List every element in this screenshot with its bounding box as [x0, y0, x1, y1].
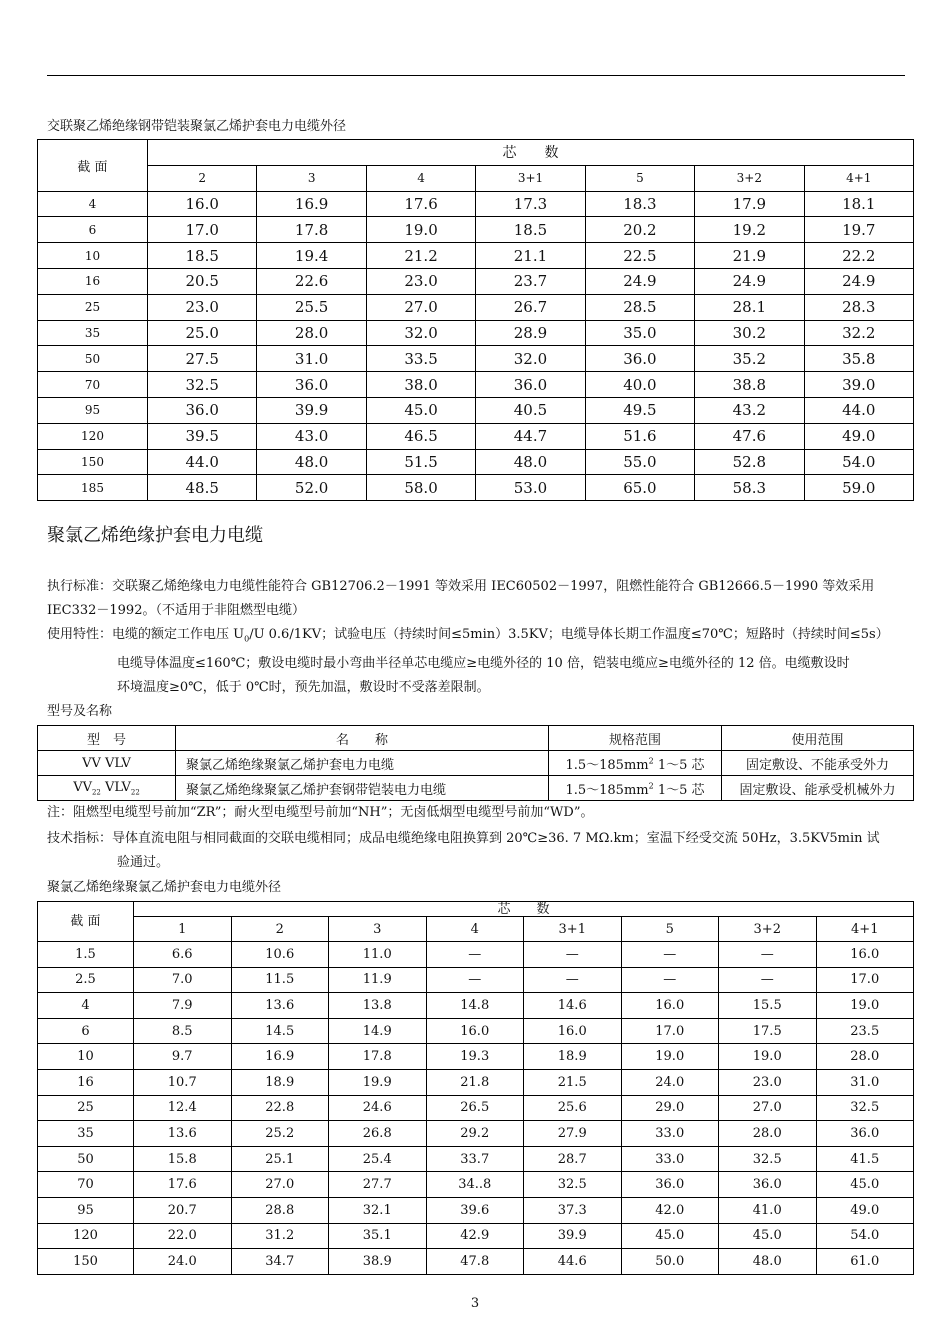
- table1-value-cell: 28.0: [257, 320, 366, 346]
- table3-value-cell: 26.5: [426, 1095, 524, 1121]
- table-row: [38, 1172, 914, 1198]
- usage-line-2: 电缆导体温度≤160℃；敷设电缆时最小弯曲半径单芯电缆应≥电缆外径的 10 倍，铠装电缆应≥电缆外径的 12 倍。电缆敷设时: [117, 655, 850, 671]
- table1-value-cell: 22.6: [257, 268, 366, 294]
- table1-value-cell: 19.0: [366, 217, 475, 243]
- table1-value-cell: 18.5: [148, 243, 257, 269]
- table1-value-cell: 53.0: [476, 475, 585, 501]
- table3-value-cell: 19.0: [621, 1044, 719, 1070]
- table2-models: [37, 725, 914, 801]
- table2-header-use: 使用范围: [722, 726, 914, 751]
- table1-value-cell: 28.9: [476, 320, 585, 346]
- table-row: [38, 268, 914, 294]
- table3-core-header: 3: [329, 917, 427, 942]
- table3-cores-header: 芯 数: [134, 902, 914, 917]
- table2-model-cell: VV VLV: [38, 751, 176, 776]
- table1-core-header: 4: [366, 165, 475, 191]
- table3-value-cell: 47.8: [426, 1249, 524, 1275]
- table3-section-cell: 16: [38, 1069, 134, 1095]
- table1-value-cell: 19.2: [695, 217, 804, 243]
- table3-value-cell: 25.1: [231, 1146, 329, 1172]
- table1-value-cell: 19.7: [804, 217, 913, 243]
- table1-value-cell: 65.0: [585, 475, 694, 501]
- usage-line-3: 环境温度≥0℃，低于 0℃时，预先加温，敷设时不受落差限制。: [117, 679, 490, 695]
- table2-header-row: [38, 726, 914, 751]
- table3-value-cell: 44.6: [524, 1249, 622, 1275]
- table1-section-cell: 95: [38, 397, 148, 423]
- table3-value-cell: 61.0: [816, 1249, 914, 1275]
- table3-value-cell: 33.7: [426, 1146, 524, 1172]
- table1-value-cell: 43.0: [257, 423, 366, 449]
- table3-section-cell: 35: [38, 1121, 134, 1147]
- table2-header-spec: 规格范围: [549, 726, 722, 751]
- table3-value-cell: 24.6: [329, 1095, 427, 1121]
- table3-section-header: 截 面: [38, 902, 134, 942]
- table1-value-cell: 43.2: [695, 397, 804, 423]
- table3-value-cell: 29.0: [621, 1095, 719, 1121]
- table1-value-cell: 39.9: [257, 397, 366, 423]
- table-row: [38, 967, 914, 993]
- table3-value-cell: 29.2: [426, 1121, 524, 1147]
- table2-spec-cell: $1.5\sim 185mm^2$ 1～5 芯: [549, 776, 722, 801]
- table3-section-cell: 6: [38, 1018, 134, 1044]
- table1-value-cell: 39.5: [148, 423, 257, 449]
- table1-value-cell: 21.2: [366, 243, 475, 269]
- table-row: [38, 372, 914, 398]
- table1-value-cell: 36.0: [476, 372, 585, 398]
- table1-value-cell: 18.5: [476, 217, 585, 243]
- note-paragraph: 注：阻燃型电缆型号前加“ZR”；耐火型电缆型号前加“NH”；无卤低烟型电缆型号前加“WD”。: [47, 805, 594, 820]
- table1-value-cell: 40.0: [585, 372, 694, 398]
- table3-value-cell: 19.0: [719, 1044, 817, 1070]
- table3-value-cell: 32.5: [816, 1095, 914, 1121]
- table1-value-cell: 21.9: [695, 243, 804, 269]
- table1-value-cell: 55.0: [585, 449, 694, 475]
- table3-value-cell: —: [719, 967, 817, 993]
- table-row: [38, 294, 914, 320]
- table3-value-cell: 45.0: [719, 1223, 817, 1249]
- table3-value-cell: 39.9: [524, 1223, 622, 1249]
- table3-value-cell: 39.6: [426, 1197, 524, 1223]
- table2-header-name: 名 称: [176, 726, 549, 751]
- table3-value-cell: 7.9: [134, 993, 232, 1019]
- table1-section-cell: 4: [38, 191, 148, 217]
- table3-value-cell: 32.5: [524, 1172, 622, 1198]
- table1-value-cell: 18.1: [804, 191, 913, 217]
- table2-use-cell: 固定敷设、不能承受外力: [722, 751, 914, 776]
- table3-value-cell: 14.6: [524, 993, 622, 1019]
- table1-outer-diameter-xlpe-armored: [37, 139, 914, 501]
- table3-value-cell: 48.0: [719, 1249, 817, 1275]
- table3-value-cell: 45.0: [621, 1223, 719, 1249]
- table-row: [38, 1044, 914, 1070]
- table1-value-cell: 49.5: [585, 397, 694, 423]
- table3-section-cell: 25: [38, 1095, 134, 1121]
- table1-value-cell: 38.8: [695, 372, 804, 398]
- table3-value-cell: 24.0: [134, 1249, 232, 1275]
- table1-value-cell: 16.9: [257, 191, 366, 217]
- table-row: [38, 320, 914, 346]
- table3-value-cell: —: [524, 942, 622, 968]
- table1-value-cell: 51.5: [366, 449, 475, 475]
- table3-value-cell: 49.0: [816, 1197, 914, 1223]
- table1-value-cell: 32.5: [148, 372, 257, 398]
- table1-core-header: 4+1: [804, 165, 913, 191]
- table3-caption: 聚氯乙烯绝缘聚氯乙烯护套电力电缆外径: [47, 880, 282, 895]
- table1-section-cell: 120: [38, 423, 148, 449]
- table1-core-header: 3+1: [476, 165, 585, 191]
- table-row: [38, 243, 914, 269]
- table3-value-cell: 34..8: [426, 1172, 524, 1198]
- table1-header-row-2: [38, 165, 914, 191]
- table3-core-header: 5: [621, 917, 719, 942]
- table2-model-cell: $VV_{22}$ $VLV_{22}$: [38, 776, 176, 801]
- table-row: [38, 1197, 914, 1223]
- table3-value-cell: 27.0: [719, 1095, 817, 1121]
- table3-value-cell: 37.3: [524, 1197, 622, 1223]
- table2-name-cell: 聚氯乙烯绝缘聚氯乙烯护套钢带铠装电力电缆: [176, 776, 549, 801]
- table-row: [38, 993, 914, 1019]
- table3-value-cell: 27.9: [524, 1121, 622, 1147]
- table3-value-cell: —: [621, 967, 719, 993]
- table3-value-cell: 17.6: [134, 1172, 232, 1198]
- table1-section-cell: 35: [38, 320, 148, 346]
- table1-value-cell: 36.0: [585, 346, 694, 372]
- table3-value-cell: 24.0: [621, 1069, 719, 1095]
- table3-value-cell: —: [524, 967, 622, 993]
- table3-value-cell: 23.0: [719, 1069, 817, 1095]
- table1-value-cell: 52.8: [695, 449, 804, 475]
- standard-line-2: IEC332－1992。（不适用于非阻燃型电缆）: [47, 603, 305, 618]
- table1-value-cell: 23.0: [366, 268, 475, 294]
- table1-value-cell: 24.9: [585, 268, 694, 294]
- page-number: 3: [470, 1296, 480, 1311]
- table3-value-cell: 16.0: [816, 942, 914, 968]
- table1-core-header: 5: [585, 165, 694, 191]
- table3-value-cell: 15.8: [134, 1146, 232, 1172]
- table3-core-header: 3+1: [524, 917, 622, 942]
- table3-value-cell: 41.0: [719, 1197, 817, 1223]
- table3-value-cell: 7.0: [134, 967, 232, 993]
- table3-value-cell: 11.9: [329, 967, 427, 993]
- table3-value-cell: 33.0: [621, 1146, 719, 1172]
- table3-value-cell: 31.0: [816, 1069, 914, 1095]
- table1-core-header: 2: [148, 165, 257, 191]
- table1-value-cell: 36.0: [257, 372, 366, 398]
- table3-core-header: 4: [426, 917, 524, 942]
- table-row: [38, 1095, 914, 1121]
- table1-value-cell: 45.0: [366, 397, 475, 423]
- table3-value-cell: 38.9: [329, 1249, 427, 1275]
- table-row: [38, 1146, 914, 1172]
- table1-value-cell: 16.0: [148, 191, 257, 217]
- table3-section-cell: 120: [38, 1223, 134, 1249]
- table3-value-cell: 16.0: [524, 1018, 622, 1044]
- table1-value-cell: 33.5: [366, 346, 475, 372]
- table-row: [38, 397, 914, 423]
- table3-value-cell: 45.0: [816, 1172, 914, 1198]
- table1-value-cell: 35.8: [804, 346, 913, 372]
- table1-value-cell: 47.6: [695, 423, 804, 449]
- table3-value-cell: 11.0: [329, 942, 427, 968]
- table3-outer-diameter-pvc: [37, 901, 914, 1275]
- table-row: [38, 1069, 914, 1095]
- table-row: [38, 1121, 914, 1147]
- table1-section-cell: 70: [38, 372, 148, 398]
- table3-value-cell: 25.6: [524, 1095, 622, 1121]
- table3-value-cell: 10.6: [231, 942, 329, 968]
- table-row: [38, 1018, 914, 1044]
- table1-value-cell: 21.1: [476, 243, 585, 269]
- table1-value-cell: 58.3: [695, 475, 804, 501]
- model-caption: 型号及名称: [47, 704, 113, 719]
- table3-value-cell: 28.0: [816, 1044, 914, 1070]
- table1-value-cell: 36.0: [148, 397, 257, 423]
- table3-value-cell: 25.2: [231, 1121, 329, 1147]
- table1-value-cell: 20.2: [585, 217, 694, 243]
- table1-value-cell: 17.9: [695, 191, 804, 217]
- table3-value-cell: —: [426, 967, 524, 993]
- table3-value-cell: 22.8: [231, 1095, 329, 1121]
- table1-value-cell: 20.5: [148, 268, 257, 294]
- table3-value-cell: 20.7: [134, 1197, 232, 1223]
- usage-line-1: 使用特性：电缆的额定工作电压 $U_0/U$ 0.6/1KV；试验电压（持续时间≤5min）3.5KV；电缆导体长期工作温度≤70℃；短路时（持续时间≤5s）: [47, 627, 889, 644]
- table3-value-cell: 16.0: [621, 993, 719, 1019]
- table1-value-cell: 24.9: [695, 268, 804, 294]
- table3-value-cell: 21.8: [426, 1069, 524, 1095]
- table1-value-cell: 28.1: [695, 294, 804, 320]
- table2-header-model: 型 号: [38, 726, 176, 751]
- table3-value-cell: 15.5: [719, 993, 817, 1019]
- table-row: [38, 751, 914, 776]
- table3-value-cell: 17.5: [719, 1018, 817, 1044]
- table1-core-header: 3+2: [695, 165, 804, 191]
- table1-value-cell: 35.0: [585, 320, 694, 346]
- table1-value-cell: 17.0: [148, 217, 257, 243]
- table1-value-cell: 40.5: [476, 397, 585, 423]
- table1-value-cell: 44.0: [804, 397, 913, 423]
- table-row: [38, 475, 914, 501]
- table3-core-header: 3+2: [719, 917, 817, 942]
- table3-value-cell: 10.7: [134, 1069, 232, 1095]
- tech-line-2: 验通过。: [117, 855, 170, 870]
- table3-section-cell: 10: [38, 1044, 134, 1070]
- table1-value-cell: 19.4: [257, 243, 366, 269]
- table2-spec-cell: $1.5\sim 185mm^2$ 1～5 芯: [549, 751, 722, 776]
- table1-section-cell: 16: [38, 268, 148, 294]
- table1-value-cell: 54.0: [804, 449, 913, 475]
- table3-value-cell: 54.0: [816, 1223, 914, 1249]
- table-row: [38, 1223, 914, 1249]
- table-row: [38, 423, 914, 449]
- table3-value-cell: 9.7: [134, 1044, 232, 1070]
- table1-section-cell: 50: [38, 346, 148, 372]
- table1-value-cell: 17.3: [476, 191, 585, 217]
- table1-value-cell: 28.3: [804, 294, 913, 320]
- table3-section-cell: 50: [38, 1146, 134, 1172]
- header-rule: [47, 75, 905, 76]
- table3-value-cell: 27.0: [231, 1172, 329, 1198]
- table1-value-cell: 23.0: [148, 294, 257, 320]
- table3-value-cell: 18.9: [524, 1044, 622, 1070]
- table3-value-cell: 41.5: [816, 1146, 914, 1172]
- table1-value-cell: 51.6: [585, 423, 694, 449]
- table3-section-cell: 1.5: [38, 942, 134, 968]
- table1-value-cell: 18.3: [585, 191, 694, 217]
- table3-value-cell: 12.4: [134, 1095, 232, 1121]
- table3-value-cell: 13.6: [231, 993, 329, 1019]
- table1-value-cell: 26.7: [476, 294, 585, 320]
- table1-value-cell: 32.0: [366, 320, 475, 346]
- table3-value-cell: 13.8: [329, 993, 427, 1019]
- table-row: [38, 942, 914, 968]
- standard-line-1: 执行标准：交联聚乙烯绝缘电力电缆性能符合 GB12706.2－1991 等效采用 IEC60502－1997，阻燃性能符合 GB12666.5－1990 等效采用: [47, 579, 875, 594]
- table3-value-cell: 34.7: [231, 1249, 329, 1275]
- table1-value-cell: 48.0: [476, 449, 585, 475]
- table3-value-cell: 14.9: [329, 1018, 427, 1044]
- table1-value-cell: 38.0: [366, 372, 475, 398]
- table3-value-cell: 23.5: [816, 1018, 914, 1044]
- table1-value-cell: 27.5: [148, 346, 257, 372]
- table1-section-cell: 10: [38, 243, 148, 269]
- table1-section-cell: 25: [38, 294, 148, 320]
- table3-value-cell: 19.9: [329, 1069, 427, 1095]
- table1-value-cell: 28.5: [585, 294, 694, 320]
- table1-value-cell: 32.2: [804, 320, 913, 346]
- table3-value-cell: 32.5: [719, 1146, 817, 1172]
- table1-cores-header: 芯 数: [148, 140, 914, 166]
- table1-value-cell: 35.2: [695, 346, 804, 372]
- table1-value-cell: 22.5: [585, 243, 694, 269]
- table1-value-cell: 17.6: [366, 191, 475, 217]
- table3-value-cell: 11.5: [231, 967, 329, 993]
- table1-value-cell: 17.8: [257, 217, 366, 243]
- table3-core-header: 1: [134, 917, 232, 942]
- table-row: [38, 346, 914, 372]
- table1-value-cell: 48.5: [148, 475, 257, 501]
- table2-name-cell: 聚氯乙烯绝缘聚氯乙烯护套电力电缆: [176, 751, 549, 776]
- table3-value-cell: 27.7: [329, 1172, 427, 1198]
- table2-use-cell: 固定敷设、能承受机械外力: [722, 776, 914, 801]
- table3-value-cell: 26.8: [329, 1121, 427, 1147]
- section-title: 聚氯乙烯绝缘护套电力电缆: [47, 525, 263, 546]
- table3-value-cell: 8.5: [134, 1018, 232, 1044]
- table1-value-cell: 44.7: [476, 423, 585, 449]
- table3-section-cell: 4: [38, 993, 134, 1019]
- table3-header-row-1: [38, 902, 914, 917]
- table3-value-cell: 16.9: [231, 1044, 329, 1070]
- table3-section-cell: 2.5: [38, 967, 134, 993]
- table3-value-cell: 17.8: [329, 1044, 427, 1070]
- table3-value-cell: 22.0: [134, 1223, 232, 1249]
- table3-value-cell: 50.0: [621, 1249, 719, 1275]
- table1-value-cell: 23.7: [476, 268, 585, 294]
- table3-value-cell: 13.6: [134, 1121, 232, 1147]
- table1-caption: 交联聚乙烯绝缘钢带铠装聚氯乙烯护套电力电缆外径: [47, 119, 347, 134]
- table1-value-cell: 52.0: [257, 475, 366, 501]
- table3-value-cell: —: [621, 942, 719, 968]
- table-row: [38, 776, 914, 801]
- table3-value-cell: —: [426, 942, 524, 968]
- table1-value-cell: 31.0: [257, 346, 366, 372]
- table1-section-cell: 6: [38, 217, 148, 243]
- table1-value-cell: 25.0: [148, 320, 257, 346]
- table-row: [38, 449, 914, 475]
- table3-value-cell: 33.0: [621, 1121, 719, 1147]
- table3-value-cell: 6.6: [134, 942, 232, 968]
- table3-value-cell: 19.0: [816, 993, 914, 1019]
- table3-core-header: 4+1: [816, 917, 914, 942]
- table3-value-cell: 14.8: [426, 993, 524, 1019]
- table1-value-cell: 46.5: [366, 423, 475, 449]
- standard-paragraph: [47, 575, 907, 623]
- table1-value-cell: 59.0: [804, 475, 913, 501]
- table3-value-cell: 17.0: [621, 1018, 719, 1044]
- tech-paragraph: [47, 827, 907, 875]
- tech-line-1: 技术指标：导体直流电阻与相同截面的交联电缆相同；成品电缆绝缘电阻换算到 20℃≥36. 7 MΩ.km；室温下经受交流 50Hz，3.5KV5min 试: [47, 831, 880, 846]
- table1-value-cell: 30.2: [695, 320, 804, 346]
- table3-section-cell: 95: [38, 1197, 134, 1223]
- table3-header-row-2: [38, 917, 914, 942]
- table-row: [38, 217, 914, 243]
- table1-section-cell: 150: [38, 449, 148, 475]
- table3-value-cell: 17.0: [816, 967, 914, 993]
- table3-section-cell: 70: [38, 1172, 134, 1198]
- table3-value-cell: 18.9: [231, 1069, 329, 1095]
- table3-value-cell: 19.3: [426, 1044, 524, 1070]
- usage-paragraph: [47, 623, 907, 700]
- table1-value-cell: 39.0: [804, 372, 913, 398]
- table1-value-cell: 44.0: [148, 449, 257, 475]
- table3-value-cell: 36.0: [621, 1172, 719, 1198]
- table3-value-cell: 28.8: [231, 1197, 329, 1223]
- table1-section-header: 截 面: [38, 140, 148, 192]
- table1-value-cell: 27.0: [366, 294, 475, 320]
- table1-value-cell: 25.5: [257, 294, 366, 320]
- table1-header-row-1: [38, 140, 914, 166]
- table3-value-cell: 16.0: [426, 1018, 524, 1044]
- table1-value-cell: 48.0: [257, 449, 366, 475]
- table1-value-cell: 22.2: [804, 243, 913, 269]
- table3-value-cell: 35.1: [329, 1223, 427, 1249]
- table3-value-cell: 14.5: [231, 1018, 329, 1044]
- table1-value-cell: 32.0: [476, 346, 585, 372]
- table3-value-cell: 28.0: [719, 1121, 817, 1147]
- table3-value-cell: 21.5: [524, 1069, 622, 1095]
- table1-section-cell: 185: [38, 475, 148, 501]
- table3-value-cell: 32.1: [329, 1197, 427, 1223]
- table1-value-cell: 58.0: [366, 475, 475, 501]
- table1-value-cell: 49.0: [804, 423, 913, 449]
- table3-section-cell: 150: [38, 1249, 134, 1275]
- table3-value-cell: —: [719, 942, 817, 968]
- table3-value-cell: 42.0: [621, 1197, 719, 1223]
- table3-value-cell: 25.4: [329, 1146, 427, 1172]
- table3-value-cell: 36.0: [816, 1121, 914, 1147]
- table1-value-cell: 24.9: [804, 268, 913, 294]
- table1-core-header: 3: [257, 165, 366, 191]
- table-row: [38, 191, 914, 217]
- table3-value-cell: 31.2: [231, 1223, 329, 1249]
- table3-value-cell: 36.0: [719, 1172, 817, 1198]
- table3-core-header: 2: [231, 917, 329, 942]
- table3-value-cell: 42.9: [426, 1223, 524, 1249]
- table3-value-cell: 28.7: [524, 1146, 622, 1172]
- table-row: [38, 1249, 914, 1275]
